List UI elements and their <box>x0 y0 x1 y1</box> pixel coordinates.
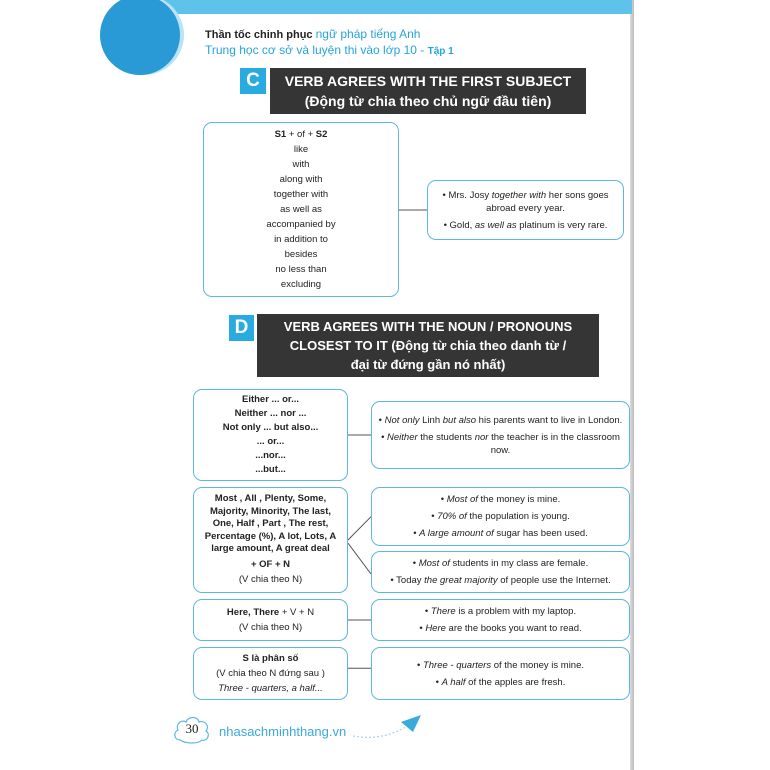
example-text: Today <box>396 575 425 586</box>
connector <box>348 389 371 481</box>
connector <box>348 647 371 700</box>
rule-d4-example: Three - quarters, a half... <box>218 683 323 694</box>
example-text: is a problem with my laptop. <box>455 606 577 617</box>
example-text: are the books you want to read. <box>445 623 582 634</box>
subtitle: Trung học cơ sở và luyện thi vào lớp 10 - <box>205 43 428 57</box>
example-text: platinum is very rare. <box>516 219 608 231</box>
rule-c-items <box>266 142 335 292</box>
title-prefix: Thần tốc chinh phục <box>205 29 313 41</box>
rule-d4-bold: S là phân số <box>242 653 299 664</box>
rule-d1-items <box>223 393 319 477</box>
footer <box>185 712 630 744</box>
example-sentence: • Today the great majority of people use the Internet. <box>390 575 611 586</box>
example-keyword: together with <box>491 189 547 201</box>
website-link[interactable]: nhasachminhthang.vn <box>219 724 347 739</box>
rule-c-head <box>275 127 328 142</box>
rule-box-d1 <box>193 389 348 481</box>
rule-box-d3 <box>193 599 348 641</box>
page-number: 30 <box>185 721 199 736</box>
example-sentence: • Three - quarters of the money is mine. <box>416 659 585 671</box>
example-keyword: A large amount of <box>419 528 494 539</box>
example-sentence: • There is a problem with my laptop. <box>424 606 577 617</box>
rule-item: along with <box>279 174 323 185</box>
rule-d3-formula <box>227 605 314 620</box>
rule-d2-subjects: Most , All , Plenty, Some, Majority, Minority, The last, One, Half , Part , The rest, Percentage (%), A lot, Lots, A large amount, A great deal <box>204 493 337 555</box>
rule-item: besides <box>284 249 318 260</box>
rule-item: Either ... or... <box>241 394 299 405</box>
rule-d3-rest: + V + N <box>279 607 315 618</box>
example-text: his parents want to live in London. <box>476 414 623 426</box>
section-d-title-3: đại từ đứng gần nó nhất) <box>350 357 506 372</box>
section-d-table <box>185 389 630 744</box>
example-keyword: Three - quarters <box>422 659 492 671</box>
rule-box-d4 <box>193 647 348 700</box>
section-d-badge: D <box>229 315 254 341</box>
rule-item: Not only ... but also... <box>222 422 319 433</box>
example-keyword: A half <box>441 676 466 688</box>
example-sentence: • Most of the money is mine. <box>440 494 561 505</box>
example-sentence: • Here are the books you want to read. <box>419 623 582 634</box>
rule-item: excluding <box>280 279 322 290</box>
section-c-title: VERB AGREES WITH THE FIRST SUBJECT <box>284 73 572 89</box>
example-keyword: nor <box>474 431 489 443</box>
example-keyword: Most of <box>446 494 478 505</box>
rule-item: ... or... <box>256 436 285 447</box>
rule-d2-note: (V chia theo N) <box>238 574 303 586</box>
example-text: Mrs. Josy <box>448 189 492 201</box>
rule-item: like <box>293 144 309 155</box>
example-keyword: Neither <box>387 431 418 443</box>
example-sentence: • Gold, as well as platinum is very rare. <box>443 219 608 231</box>
example-box-d3 <box>371 599 630 641</box>
example-text: her sons goes abroad every year. <box>486 189 609 214</box>
rule-row-4 <box>193 647 630 700</box>
section-d-title-2: CLOSEST TO IT (Động từ chia theo danh từ / <box>289 338 567 353</box>
example-text: Linh <box>419 414 443 426</box>
example-sentence: • Mrs. Josy together with her sons goes abroad every year. <box>442 189 609 214</box>
example-text: the teacher is in the classroom now. <box>488 431 620 456</box>
example-keyword: Not only <box>384 414 420 426</box>
rule-item: in addition to <box>274 234 328 245</box>
example-sentence: • Neither the students nor the teacher is in the classroom now. <box>381 431 620 456</box>
rule-row-3 <box>193 599 630 641</box>
rule-d3-bold: Here, There <box>226 607 280 618</box>
example-text: Gold, <box>449 219 475 231</box>
example-box-d1 <box>371 401 630 469</box>
example-text: the money is mine. <box>477 494 561 505</box>
example-box-d4 <box>371 647 630 700</box>
example-sentence: • A large amount of sugar has been used. <box>413 528 588 539</box>
volume: Tập 1 <box>427 46 454 57</box>
example-text: of the apples are fresh. <box>465 676 566 688</box>
rule-item: Neither ... nor ... <box>234 408 307 419</box>
example-text: of the money is mine. <box>491 659 585 671</box>
rule-d2-formula: + OF + N <box>250 558 291 570</box>
example-box-d2a <box>371 487 630 546</box>
example-keyword: as well as <box>474 219 517 231</box>
section-d-banner <box>257 314 599 377</box>
example-text: the population is young. <box>466 511 570 522</box>
example-keyword: There <box>430 606 456 617</box>
rule-item: accompanied by <box>266 219 336 230</box>
example-text: the students <box>417 431 475 443</box>
rule-d4-note: (V chia theo N đứng sau ) <box>216 668 325 679</box>
rule-item: as well as <box>280 204 322 215</box>
rule-box-c <box>203 122 399 297</box>
s1: S1 <box>274 129 287 140</box>
section-c-badge: C <box>240 68 266 94</box>
example-text: of people use the Internet. <box>497 575 611 586</box>
rule-item: together with <box>273 189 329 200</box>
example-sentence: • Most of students in my class are female. <box>412 558 589 569</box>
example-text: students in my class are female. <box>449 558 589 569</box>
rule-d3-note: (V chia theo N) <box>238 622 303 633</box>
rule-row-1 <box>193 389 630 481</box>
section-c-subtitle: (Động từ chia theo chủ ngữ đầu tiên) <box>304 93 552 109</box>
example-box-d2b <box>371 551 630 593</box>
rule-row-2 <box>193 487 630 593</box>
rule-item: no less than <box>275 264 327 275</box>
example-sentence: • 70% of the population is young. <box>431 511 570 522</box>
example-box-c <box>427 180 624 240</box>
connector <box>348 599 371 641</box>
connector <box>348 487 371 593</box>
title-highlight: ngữ pháp tiếng Anh <box>315 27 421 41</box>
rule-item: with <box>292 159 310 170</box>
example-keyword: Most of <box>418 558 450 569</box>
example-sentence: • Not only Linh but also his parents want to live in London. <box>378 414 623 426</box>
rule-box-d2 <box>193 487 348 593</box>
example-keyword: Here <box>425 623 446 634</box>
rule-item: ...nor... <box>255 450 286 461</box>
example-sentence: • A half of the apples are fresh. <box>435 676 566 688</box>
example-keyword: 70% of <box>437 511 467 522</box>
of: + of + <box>286 129 316 140</box>
example-keyword: the great majority <box>424 575 498 586</box>
paper-plane-icon <box>353 712 423 740</box>
example-text: sugar has been used. <box>493 528 588 539</box>
example-keyword: but also <box>442 414 477 426</box>
s2: S2 <box>315 129 328 140</box>
rule-item: ...but... <box>255 464 286 475</box>
section-d-title-1: VERB AGREES WITH THE NOUN / PRONOUNS <box>283 319 573 334</box>
